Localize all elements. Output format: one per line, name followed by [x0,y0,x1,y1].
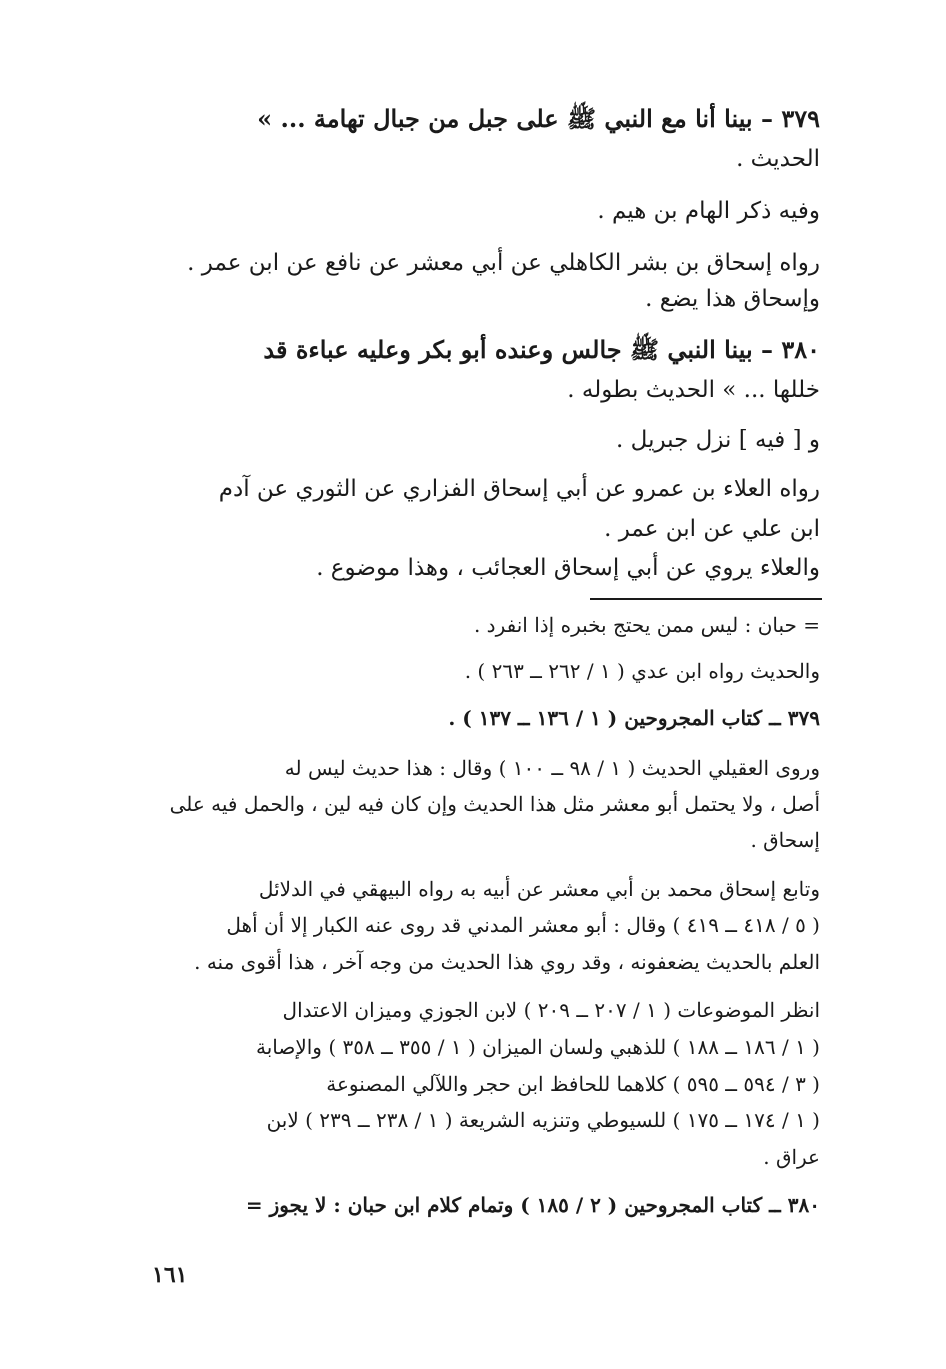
note-line-10: انظر الموضوعات ( ١ / ٢٠٧ ــ ٢٠٩ ) لابن الجوزي وميزان الاعتدال [282,998,820,1022]
note-line-15: ٣٨٠ ــ كتاب المجروحين ( ٢ / ١٨٥ ) وتمام كلام ابن حبان : لا يجوز = [245,1193,820,1217]
main-line-2: الحديث . [736,146,820,172]
main-line-7: خللها ... » الحديث بطوله . [567,377,820,403]
note-line-4: وروى العقيلي الحديث ( ١ / ٩٨ ــ ١٠٠ ) وقال : هذا حديث ليس له [284,756,820,780]
note-line-13: ( ١ / ١٧٤ ــ ١٧٥ ) للسيوطي وتنزيه الشريعة ( ١ / ٢٣٨ ــ ٢٣٩ ) لابن [266,1108,820,1132]
main-line-8: و [ فيه ] نزل جبريل . [616,427,820,453]
main-line-4: رواه إسحاق بن بشر الكاهلي عن أبي معشر عن نافع عن ابن عمر . [187,250,820,276]
note-line-1: = حبان : ليس ممن يحتج بخبره إذا انفرد . [473,613,820,637]
note-line-7: وتابع إسحاق محمد بن أبي معشر عن أبيه به رواه البيهقي في الدلائل [258,877,820,901]
note-line-6: إسحاق . [750,828,820,852]
footnotes [130,0,820,1250]
note-line-3: ٣٧٩ ــ كتاب المجروحين ( ١ / ١٣٦ ــ ١٣٧ ) . [448,706,820,730]
main-line-1: ٣٧٩ – بينا أنا مع النبي ﷺ على جبل من جبال تهامة ... » [257,104,820,133]
note-line-5: أصل ، ولا يحتمل أبو معشر مثل هذا الحديث وإن كان فيه لين ، والحمل فيه على [169,792,820,816]
main-line-9: رواه العلاء بن عمرو عن أبي إسحاق الفزاري عن الثوري عن آدم [218,476,820,502]
main-line-6: ٣٨٠ – بينا النبي ﷺ جالس وعنده أبو بكر وعليه عباءة قد [263,335,820,364]
main-line-10: ابن علي عن ابن عمر . [604,516,820,542]
main-line-11: والعلاء يروي عن أبي إسحاق العجائب ، وهذا موضوع . [316,555,820,581]
note-line-11: ( ١ / ١٨٦ ــ ١٨٨ ) للذهبي ولسان الميزان ( ١ / ٣٥٥ ــ ٣٥٨ ) والإصابة [255,1035,820,1059]
note-line-12: ( ٣ / ٥٩٤ ــ ٥٩٥ ) كلاهما للحافظ ابن حجر واللآلي المصنوعة [326,1072,820,1096]
note-line-9: العلم بالحديث يضعفونه ، وقد روي هذا الحديث من وجه آخر ، هذا أقوى منه . [194,950,820,974]
note-line-2: والحديث رواه ابن عدي ( ١ / ٢٦٢ ــ ٢٦٣ ) . [464,659,820,683]
note-line-14: عراق . [763,1145,820,1169]
note-line-8: ( ٥ / ٤١٨ ــ ٤١٩ ) وقال : أبو معشر المدني قد روى عنه الكبار إلا أن أهل [226,913,820,937]
main-line-5: وإسحاق هذا يضع . [645,286,820,312]
page-number: ١٦١ [152,1262,188,1288]
main-line-3: وفيه ذكر الهام بن هيم . [597,198,820,224]
